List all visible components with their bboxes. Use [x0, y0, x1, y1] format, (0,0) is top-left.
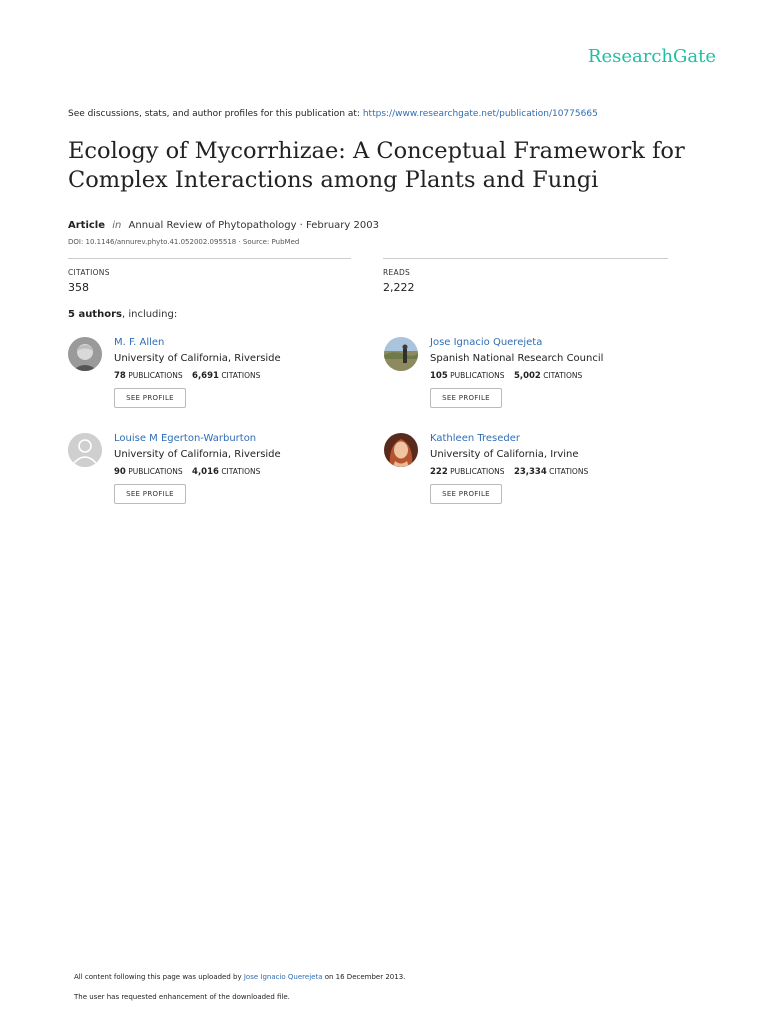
publication-link[interactable]: https://www.researchgate.net/publication/10775665 — [362, 109, 598, 119]
enhancement-note: The user has requested enhancement of the downloaded file. — [74, 993, 290, 1001]
author-counts — [114, 467, 281, 477]
man-photo-icon — [68, 337, 102, 371]
author-card — [68, 337, 368, 417]
upload-suffix: on 16 December 2013. — [324, 973, 406, 981]
author-institution: University of California, Riverside — [114, 449, 281, 460]
author-institution: University of California, Irvine — [430, 449, 579, 460]
authors-heading — [68, 309, 177, 320]
author-citations-count: 23,334 — [513, 467, 547, 477]
author-citations-count: 4,016 — [192, 467, 219, 477]
page-title: Ecology of Mycorrhizae: A Conceptual Framework for Complex Interactions among Plants and Fungi — [68, 138, 685, 193]
reads-value: 2,222 — [383, 281, 415, 294]
author-counts — [430, 371, 603, 381]
article-type: Article — [68, 220, 106, 231]
publications-label: PUBLICATIONS — [450, 467, 505, 476]
author-avatar[interactable] — [384, 433, 418, 467]
author-avatar[interactable] — [384, 337, 418, 371]
author-citations-count: 6,691 — [192, 371, 219, 381]
author-counts — [430, 467, 588, 477]
publications-label: PUBLICATIONS — [128, 467, 183, 476]
reads-label: READS — [383, 268, 411, 277]
see-profile-button[interactable]: SEE PROFILE — [430, 484, 502, 504]
discussion-prefix: See discussions, stats, and author profiles for this publication at: — [68, 109, 360, 119]
landscape-photo-icon — [384, 337, 418, 371]
authors-count: 5 authors — [68, 309, 122, 320]
in-label: in — [112, 220, 122, 231]
researchgate-logo[interactable]: ResearchGate — [587, 46, 716, 67]
author-card — [68, 433, 368, 513]
publications-count: 222 — [430, 467, 448, 477]
uploader-link[interactable]: Jose Ignacio Querejeta — [243, 973, 323, 981]
author-avatar[interactable] — [68, 433, 102, 467]
discussion-line — [68, 109, 598, 119]
upload-note — [74, 973, 405, 981]
author-counts — [114, 371, 281, 381]
see-profile-button[interactable]: SEE PROFILE — [114, 484, 186, 504]
default-avatar-icon — [68, 433, 102, 467]
author-institution: Spanish National Research Council — [430, 353, 604, 364]
author-citations-label: CITATIONS — [221, 467, 261, 476]
author-name[interactable]: M. F. Allen — [114, 337, 165, 348]
author-citations-label: CITATIONS — [221, 371, 261, 380]
upload-prefix: All content following this page was uploaded by — [74, 973, 242, 981]
article-meta — [68, 220, 379, 231]
see-profile-button[interactable]: SEE PROFILE — [114, 388, 186, 408]
citations-stat — [68, 258, 351, 294]
publications-count: 78 — [114, 371, 126, 381]
author-card — [384, 337, 684, 417]
authors-suffix: , including: — [121, 309, 178, 320]
author-avatar[interactable] — [68, 337, 102, 371]
reads-stat — [383, 258, 668, 294]
author-name[interactable]: Louise M Egerton-Warburton — [114, 433, 257, 444]
author-name[interactable]: Kathleen Treseder — [430, 433, 521, 444]
see-profile-button[interactable]: SEE PROFILE — [430, 388, 502, 408]
journal-info: Annual Review of Phytopathology · February 2003 — [128, 220, 379, 231]
author-citations-count: 5,002 — [513, 371, 541, 381]
citations-value: 358 — [68, 281, 89, 294]
publications-count: 105 — [430, 371, 448, 381]
citations-label: CITATIONS — [68, 268, 110, 277]
doi-line: DOI: 10.1146/annurev.phyto.41.052002.095518 · Source: PubMed — [68, 238, 300, 246]
author-name[interactable]: Jose Ignacio Querejeta — [430, 337, 543, 348]
woman-photo-icon — [384, 433, 418, 467]
publications-count: 90 — [114, 467, 126, 477]
author-citations-label: CITATIONS — [549, 467, 589, 476]
publications-label: PUBLICATIONS — [450, 371, 505, 380]
publications-label: PUBLICATIONS — [128, 371, 183, 380]
author-institution: University of California, Riverside — [114, 353, 281, 364]
author-card — [384, 433, 684, 513]
author-citations-label: CITATIONS — [543, 371, 583, 380]
